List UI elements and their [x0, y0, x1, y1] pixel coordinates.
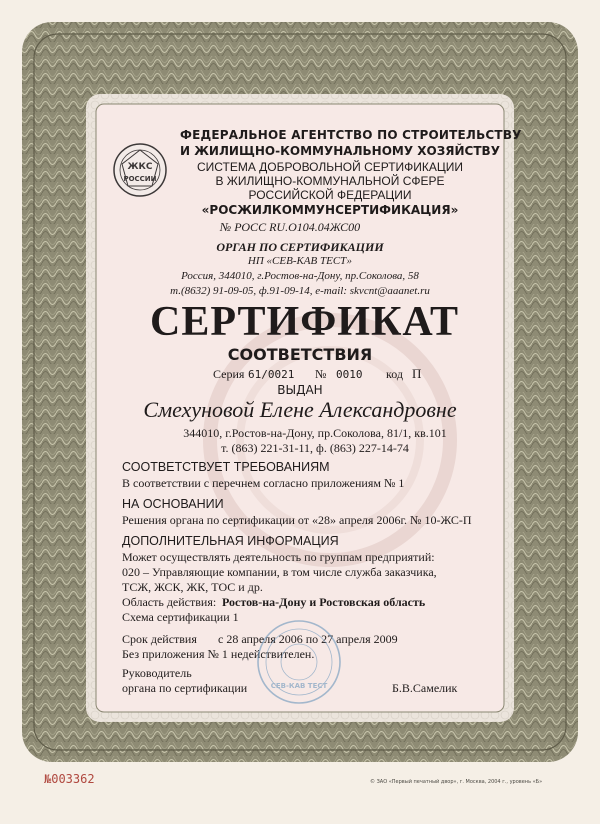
agency-line-1: ФЕДЕРАЛЬНОЕ АГЕНТСТВО ПО СТРОИТЕЛЬСТВУ [180, 128, 522, 142]
additional-info-line-1: Может осуществлять деятельность по группам предприятий: [122, 550, 435, 564]
basis-text: Решения органа по сертификации от «28» апреля 2006г. № 10-ЖС-П [122, 513, 472, 527]
svg-text:РОССИИ: РОССИИ [123, 175, 157, 183]
additional-info-heading: ДОПОЛНИТЕЛЬНАЯ ИНФОРМАЦИЯ [122, 534, 339, 548]
basis-heading: НА ОСНОВАНИИ [122, 497, 224, 511]
system-line-2: В ЖИЛИЩНО-КОММУНАЛЬНОЙ СФЕРЕ [215, 174, 445, 188]
validity-label: Срок действия [122, 632, 197, 646]
region-value: Ростов-на-Дону и Ростовская область [222, 595, 426, 609]
number-label: № [315, 367, 327, 381]
certification-body-contacts: т.(8632) 91-09-05, ф.91-09-14, e-mail: skvcnt@aaanet.ru [170, 285, 430, 297]
registration-number: № РОСС RU.О104.04ЖС00 [219, 220, 361, 234]
recipient-address: 344010, г.Ростов-на-Дону, пр.Соколова, 81/1, кв.101 [183, 426, 447, 440]
series-label: Серия [213, 367, 245, 381]
system-line-3: РОССИЙСКОЙ ФЕДЕРАЦИИ [248, 188, 412, 202]
code-value: П [412, 366, 422, 381]
number-value: 0010 [336, 368, 363, 381]
signatory-role-line-2: органа по сертификации [122, 681, 248, 695]
issued-label: ВЫДАН [277, 383, 323, 397]
form-number: №003362 [44, 772, 95, 786]
signatory-name: Б.В.Самелик [392, 681, 458, 695]
certification-body-address: Россия, 344010, г.Ростов-на-Дону, пр.Соколова, 58 [181, 270, 419, 282]
svg-text:ЖКС: ЖКС [127, 162, 153, 172]
certificate-title: СЕРТИФИКАТ [150, 299, 460, 345]
additional-info-line-3: ТСЖ, ЖСК, ЖК, ТОС и др. [122, 580, 263, 594]
zhks-emblem-logo [112, 142, 168, 198]
certification-body-stamp [255, 618, 343, 706]
certificate-subtitle: СООТВЕТСТВИЯ [227, 345, 373, 364]
additional-info-line-2: 020 – Управляющие компании, в том числе служба заказчика, [122, 565, 437, 579]
region-label: Область действия: [122, 595, 217, 609]
conformity-text: В соответствии с перечнем согласно приложениям № 1 [122, 476, 405, 490]
svg-text:СЕВ-КАВ ТЕСТ: СЕВ-КАВ ТЕСТ [270, 682, 328, 690]
conformity-heading: СООТВЕТСТВУЕТ ТРЕБОВАНИЯМ [122, 460, 330, 474]
certification-body-heading: ОРГАН ПО СЕРТИФИКАЦИИ [216, 240, 384, 254]
code-label: код [386, 367, 403, 381]
system-line-1: СИСТЕМА ДОБРОВОЛЬНОЙ СЕРТИФИКАЦИИ [196, 160, 464, 174]
recipient-name: Смехуновой Елене Александровне [143, 397, 457, 422]
recipient-phones: т. (863) 221-31-11, ф. (863) 227-14-74 [221, 441, 409, 455]
validity-period: с 28 апреля 2006 по 27 апреля 2009 [218, 632, 398, 646]
agency-line-2: И ЖИЛИЩНО-КОММУНАЛЬНОМУ ХОЗЯЙСТВУ [180, 144, 500, 158]
series-value: 61/0021 [248, 368, 295, 381]
system-name: «РОСЖИЛКОММУНСЕРТИФИКАЦИЯ» [201, 203, 459, 217]
signatory-role-line-1: Руководитель [122, 666, 192, 680]
certification-body-name: НП «СЕВ-КАВ ТЕСТ» [247, 255, 353, 267]
certification-scheme: Схема сертификации 1 [122, 610, 239, 624]
validity-note: Без приложения № 1 недействителен. [122, 647, 315, 661]
printer-imprint: © ЗАО «Первый печатный двор», г. Москва, 2004 г., уровень «Б» [370, 779, 543, 785]
